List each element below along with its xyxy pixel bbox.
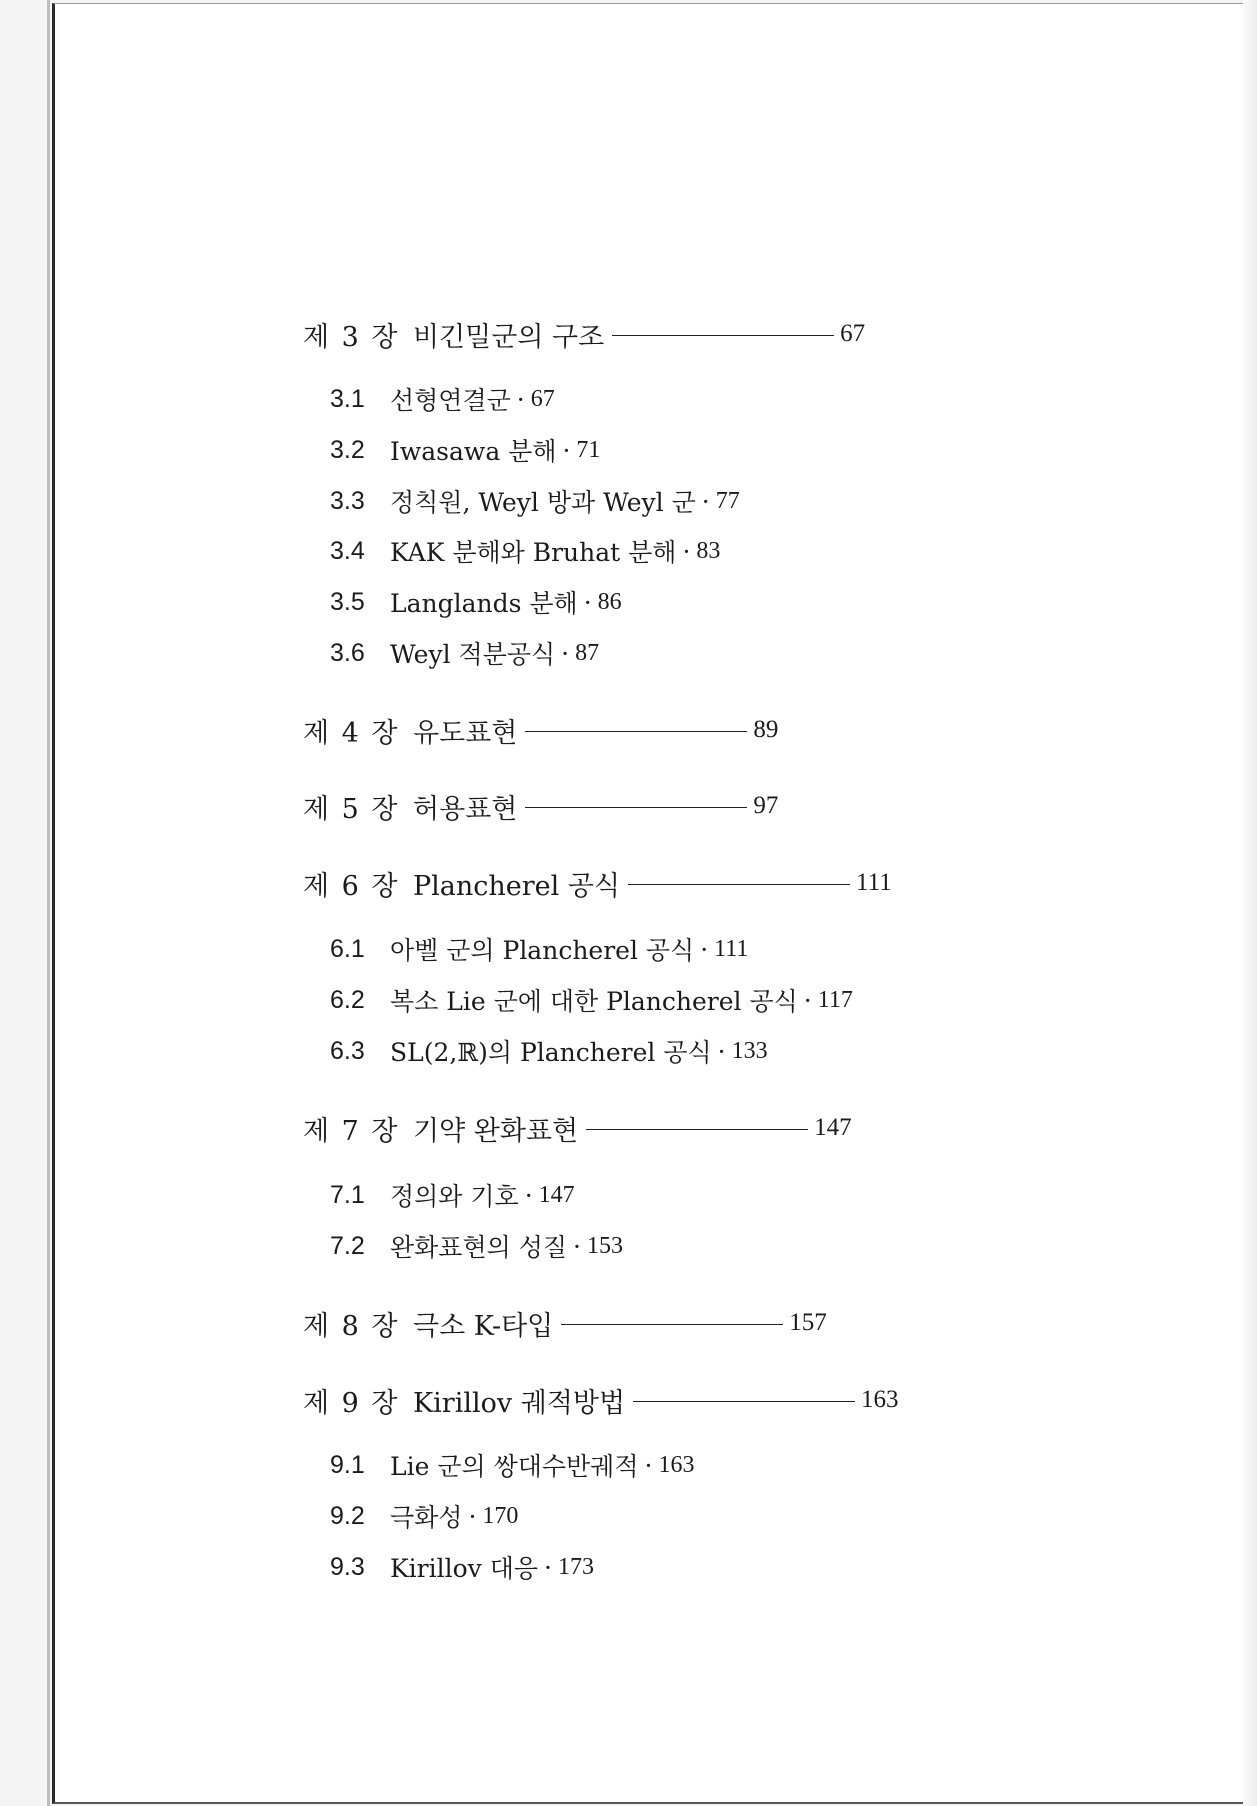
section-page-number: 147 (538, 1181, 575, 1208)
chapter-page-number: 89 (753, 716, 779, 743)
section-7-1 (330, 1175, 575, 1215)
section-title: Lie 군의 쌍대수반궤적 (390, 1452, 639, 1481)
dot-leader (628, 884, 850, 885)
section-page-number: 87 (575, 639, 600, 666)
section-6-1 (330, 929, 748, 969)
section-title: 선형연결군 (390, 386, 511, 415)
chapter-page-number: 97 (753, 792, 779, 819)
chapter-7-entry (303, 1106, 852, 1150)
section-title: 완화표현의 성질 (390, 1233, 567, 1262)
chapter-title: Kirillov 궤적방법 (413, 1387, 626, 1419)
section-number: 3.3 (330, 486, 365, 515)
section-number: 6.3 (330, 1036, 365, 1065)
section-title: Kirillov 대응 (390, 1554, 539, 1583)
dot-leader (525, 731, 747, 732)
chapter-title: 허용표현 (413, 793, 518, 825)
section-title: 복소 Lie 군에 대한 Plancherel 공식 (390, 987, 798, 1016)
chapter-label: 제 7 장 (303, 1115, 400, 1147)
page-separator: · (544, 1552, 552, 1582)
chapter-page-number: 157 (789, 1309, 827, 1336)
page-separator: · (573, 1231, 581, 1261)
dot-leader (633, 1401, 855, 1402)
book-page (52, 3, 1257, 1804)
chapter-page-number: 67 (840, 320, 866, 347)
dot-leader (586, 1129, 808, 1130)
page-separator: · (562, 435, 571, 465)
section-page-number: 153 (586, 1232, 623, 1259)
section-page-number: 173 (558, 1553, 594, 1580)
section-number: 9.2 (330, 1501, 365, 1530)
section-9-2 (330, 1496, 518, 1536)
page-separator: · (516, 384, 525, 414)
section-3-3 (330, 481, 740, 521)
table-of-contents (55, 4, 1257, 1802)
chapter-label: 제 4 장 (303, 717, 400, 749)
chapter-title: 극소 K-타입 (413, 1310, 554, 1342)
page-separator: · (468, 1501, 477, 1531)
chapter-title: 기약 완화표현 (413, 1115, 579, 1147)
chapter-5-entry (303, 784, 778, 828)
section-page-number: 83 (696, 537, 721, 564)
section-page-number: 133 (731, 1037, 768, 1064)
section-page-number: 77 (715, 487, 740, 514)
chapter-6-entry (303, 861, 892, 905)
section-page-number: 86 (597, 588, 622, 615)
section-3-6 (330, 633, 599, 673)
dot-leader (612, 335, 834, 336)
chapter-page-number: 147 (814, 1114, 852, 1141)
section-number: 7.2 (330, 1231, 365, 1260)
section-9-1 (330, 1445, 694, 1485)
section-number: 3.1 (330, 384, 365, 413)
section-number: 6.2 (330, 985, 365, 1014)
section-number: 6.1 (330, 934, 365, 963)
section-title: Weyl 적분공식 (390, 640, 556, 669)
section-title: Iwasawa 분해 (390, 437, 557, 466)
chapter-title: 비긴밀군의 구조 (413, 321, 605, 353)
section-number: 9.3 (330, 1552, 365, 1581)
section-number: 3.4 (330, 536, 365, 565)
page-binding-edge (47, 0, 50, 1806)
chapter-label: 제 6 장 (303, 870, 400, 902)
chapter-label: 제 8 장 (303, 1310, 400, 1342)
section-number: 3.6 (330, 638, 365, 667)
page-separator: · (644, 1450, 653, 1480)
section-3-2 (330, 430, 600, 470)
section-page-number: 170 (482, 1502, 519, 1529)
page-separator: · (682, 536, 691, 566)
dot-leader (525, 807, 747, 808)
page-separator: · (561, 638, 570, 668)
page-separator: · (701, 486, 710, 516)
chapter-4-entry (303, 708, 778, 752)
page-separator: · (803, 985, 812, 1015)
section-title: 정칙원, Weyl 방과 Weyl 군 (390, 488, 696, 517)
section-3-1 (330, 379, 555, 419)
section-title: SL(2,ℝ)의 Plancherel 공식 (390, 1038, 712, 1067)
chapter-label: 제 9 장 (303, 1387, 400, 1419)
section-title: 정의와 기호 (390, 1182, 519, 1211)
section-title: KAK 분해와 Bruhat 분해 (390, 538, 677, 567)
chapter-9-entry (303, 1378, 899, 1422)
dot-leader (561, 1324, 783, 1325)
section-9-3 (330, 1547, 594, 1587)
section-number: 3.2 (330, 435, 365, 464)
section-7-2 (330, 1226, 623, 1266)
section-title: 아벨 군의 Plancherel 공식 (390, 936, 695, 965)
section-6-2 (330, 980, 853, 1020)
page-separator: · (717, 1036, 726, 1066)
section-number: 3.5 (330, 587, 365, 616)
section-page-number: 117 (817, 986, 853, 1013)
page-right-edge (1243, 0, 1257, 1806)
chapter-8-entry (303, 1301, 827, 1345)
chapter-3-entry (303, 312, 865, 356)
section-page-number: 111 (714, 935, 749, 962)
section-3-5 (330, 582, 622, 622)
chapter-title: Plancherel 공식 (413, 870, 621, 902)
section-3-4 (330, 531, 720, 571)
section-title: 극화성 (390, 1503, 463, 1532)
section-6-3 (330, 1031, 768, 1071)
section-number: 9.1 (330, 1450, 365, 1479)
page-separator: · (583, 587, 592, 617)
chapter-label: 제 3 장 (303, 321, 400, 353)
section-page-number: 163 (658, 1451, 695, 1478)
page-separator: · (700, 934, 709, 964)
page-separator: · (524, 1180, 533, 1210)
section-number: 7.1 (330, 1180, 365, 1209)
chapter-page-number: 163 (861, 1386, 899, 1413)
chapter-page-number: 111 (856, 869, 892, 896)
section-page-number: 67 (530, 385, 555, 412)
chapter-label: 제 5 장 (303, 793, 400, 825)
chapter-title: 유도표현 (413, 717, 518, 749)
section-page-number: 71 (576, 436, 601, 463)
section-title: Langlands 분해 (390, 589, 578, 618)
